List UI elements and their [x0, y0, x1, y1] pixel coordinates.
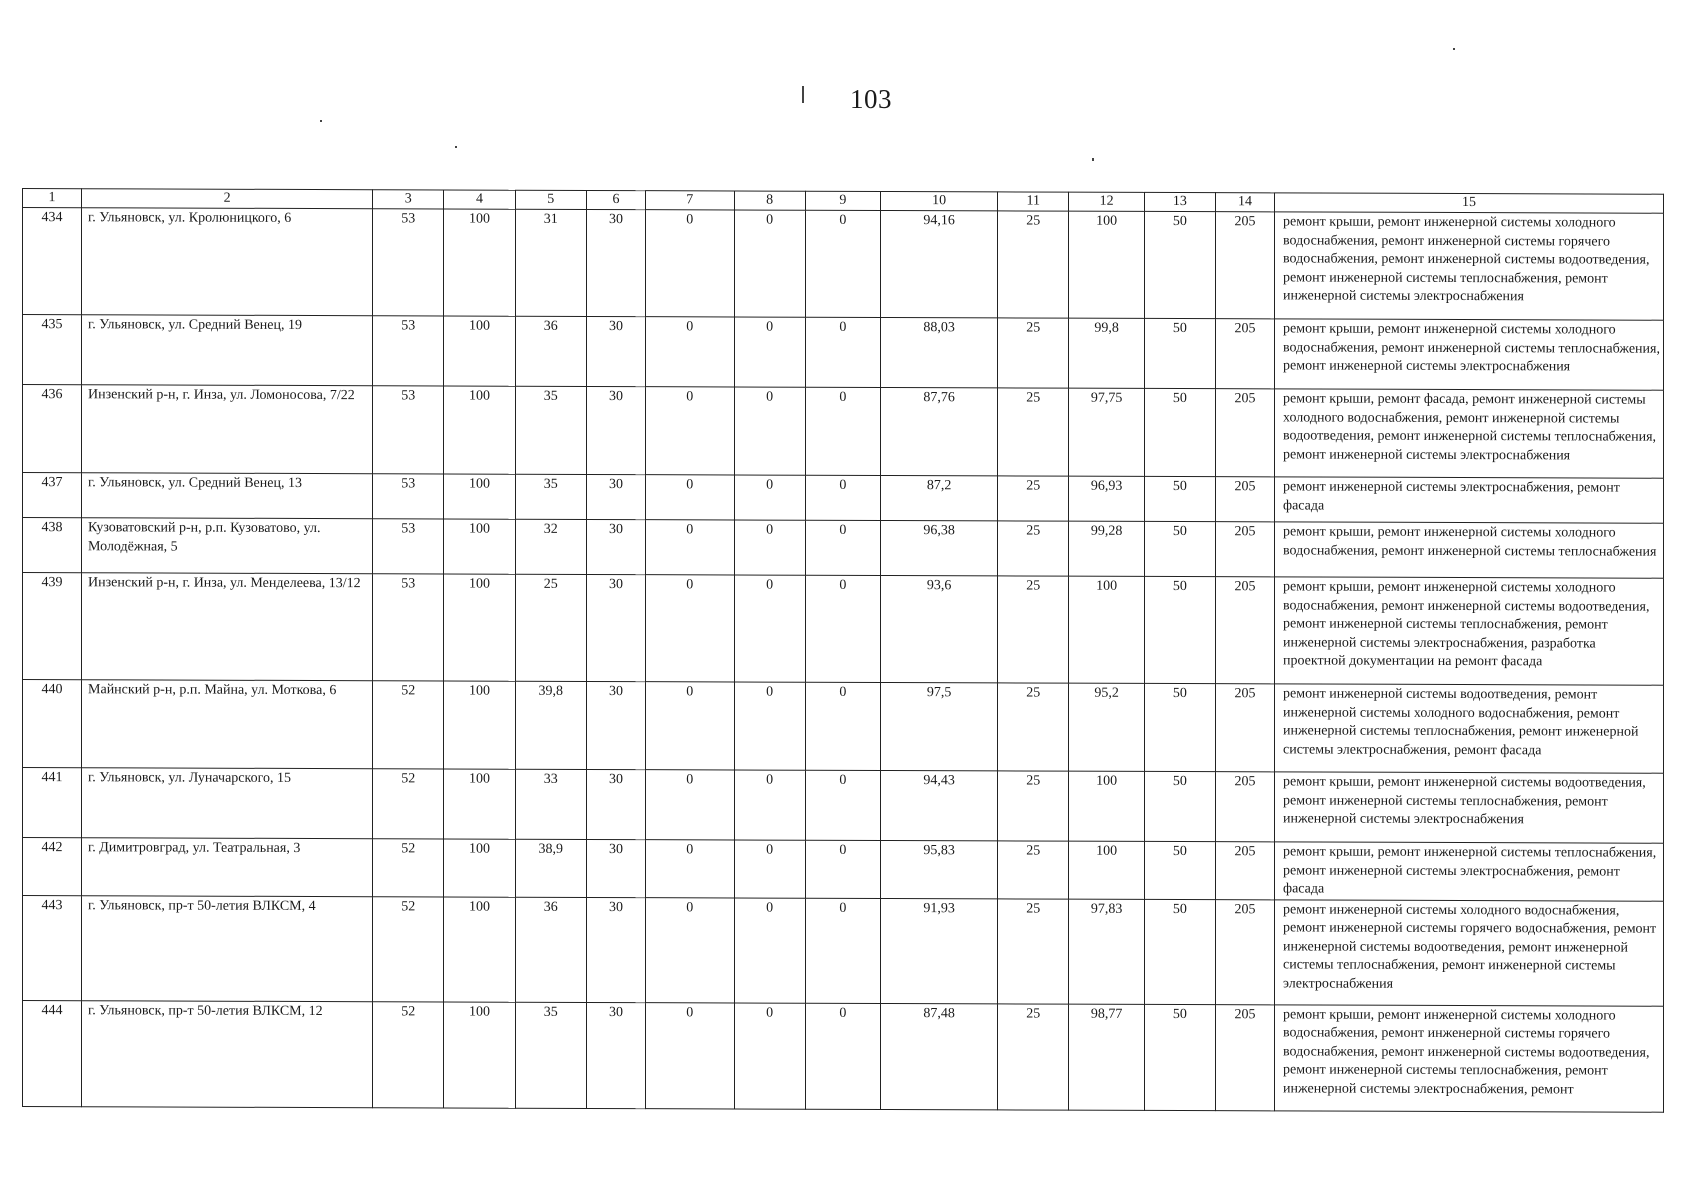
cell-value: 0: [805, 1003, 880, 1109]
cell-address: г. Ульяновск, ул. Средний Венец, 13: [82, 473, 373, 519]
cell-value: 0: [645, 682, 734, 770]
cell-value: 205: [1215, 389, 1274, 477]
repair-table: [22, 188, 1664, 1112]
column-header: 11: [998, 192, 1069, 211]
cell-row-number: 441: [23, 768, 82, 838]
cell-value: 25: [998, 211, 1069, 318]
cell-value: 35: [515, 474, 586, 519]
cell-value: 0: [645, 317, 734, 387]
cell-value: 50: [1144, 521, 1215, 576]
cell-value: 205: [1215, 477, 1274, 522]
cell-value: 100: [444, 574, 515, 681]
cell-value: 0: [805, 575, 880, 682]
cell-row-number: 436: [23, 385, 82, 473]
cell-value: 0: [734, 840, 805, 898]
cell-works: ремонт крыши, ремонт инженерной системы холодного водоснабжения, ремонт инженерной системы теплоснабжения: [1275, 522, 1664, 578]
cell-value: 25: [998, 841, 1069, 899]
table-row: [23, 385, 1664, 479]
cell-value: 97,5: [881, 682, 998, 770]
cell-value: 0: [805, 210, 880, 317]
cell-value: 25: [998, 898, 1069, 1003]
cell-value: 0: [805, 898, 880, 1003]
column-header: 15: [1275, 193, 1664, 213]
cell-value: 0: [734, 210, 805, 317]
cell-value: 52: [373, 769, 444, 839]
column-header: 4: [444, 190, 515, 209]
table-row: [23, 518, 1664, 579]
cell-value: 205: [1215, 212, 1274, 319]
cell-value: 99,8: [1069, 318, 1144, 388]
cell-value: 52: [373, 896, 444, 1001]
cell-row-number: 442: [23, 838, 82, 896]
cell-value: 35: [515, 386, 586, 474]
cell-value: 50: [1144, 1004, 1215, 1110]
cell-value: 100: [444, 769, 515, 839]
cell-row-number: 435: [23, 315, 82, 385]
column-header: 5: [515, 190, 586, 209]
cell-value: 0: [645, 475, 734, 520]
cell-value: 100: [1069, 576, 1144, 683]
cell-address: г. Ульяновск, ул. Луначарского, 15: [82, 768, 373, 839]
column-header: 14: [1215, 193, 1274, 212]
cell-value: 31: [515, 209, 586, 316]
cell-value: 0: [645, 520, 734, 575]
cell-value: 100: [1069, 211, 1144, 318]
cell-value: 0: [734, 770, 805, 840]
cell-value: 100: [1069, 771, 1144, 841]
cell-value: 25: [998, 771, 1069, 841]
cell-value: 0: [734, 317, 805, 387]
cell-value: 100: [444, 839, 515, 897]
cell-value: 0: [805, 840, 880, 898]
cell-value: 53: [373, 474, 444, 519]
cell-row-number: 443: [23, 895, 82, 1000]
cell-value: 100: [444, 474, 515, 519]
cell-value: 30: [586, 316, 645, 386]
cell-address: г. Ульяновск, ул. Кролюницкого, 6: [82, 208, 373, 316]
cell-value: 0: [734, 575, 805, 682]
cell-value: 53: [373, 574, 444, 681]
table-row: [23, 768, 1664, 844]
cell-value: 94,43: [881, 770, 998, 840]
cell-works: ремонт инженерной системы электроснабжения, ремонт фасада: [1275, 477, 1664, 523]
column-header: 10: [881, 191, 998, 210]
cell-address: г. Ульяновск, ул. Средний Венец, 19: [82, 315, 373, 386]
cell-value: 96,93: [1069, 476, 1144, 521]
cell-value: 205: [1215, 1004, 1274, 1110]
cell-value: 30: [586, 519, 645, 574]
cell-value: 94,16: [881, 210, 998, 317]
cell-value: 50: [1144, 576, 1215, 683]
cell-value: 30: [586, 209, 645, 316]
cell-value: 100: [444, 209, 515, 316]
cell-value: 50: [1144, 899, 1215, 1004]
cell-value: 53: [373, 519, 444, 574]
cell-value: 53: [373, 386, 444, 474]
cell-value: 100: [444, 519, 515, 574]
cell-value: 0: [805, 475, 880, 520]
cell-value: 88,03: [881, 317, 998, 387]
cell-value: 0: [734, 1002, 805, 1108]
cell-value: 25: [998, 388, 1069, 476]
cell-value: 38,9: [515, 839, 586, 897]
cell-value: 0: [805, 682, 880, 770]
cell-works: ремонт инженерной системы холодного водоснабжения, ремонт инженерной системы горячего водоснабжения, ремонт инженерной системы водоотведения, ремонт инженерной системы теплоснабжения, ремонт инженерной системы электроснабжения: [1275, 899, 1664, 1005]
cell-row-number: 438: [23, 518, 82, 573]
cell-address: Инзенский р-н, г. Инза, ул. Ломоносова, 7/22: [82, 385, 373, 474]
page-number: 103: [850, 84, 892, 114]
cell-value: 100: [444, 316, 515, 386]
table-row: [23, 680, 1664, 774]
cell-value: 25: [998, 683, 1069, 771]
cell-value: 50: [1144, 771, 1215, 841]
cell-value: 50: [1144, 683, 1215, 771]
cell-value: 205: [1215, 842, 1274, 900]
cell-value: 0: [645, 575, 734, 682]
cell-works: ремонт инженерной системы водоотведения, ремонт инженерной системы холодного водоснабжения, ремонт инженерной системы теплоснабжения, ремонт инженерной системы электроснабжения, ремонт фасада: [1275, 684, 1664, 773]
cell-value: 50: [1144, 476, 1215, 521]
cell-value: 93,6: [881, 575, 998, 682]
scan-mark: [1092, 158, 1094, 161]
cell-row-number: 439: [23, 573, 82, 680]
cell-value: 95,83: [881, 840, 998, 898]
cell-value: 25: [515, 574, 586, 681]
cell-value: 53: [373, 316, 444, 386]
cell-works: ремонт крыши, ремонт инженерной системы холодного водоснабжения, ремонт инженерной системы водоотведения, ремонт инженерной системы теплоснабжения, ремонт инженерной системы электроснабжения, разработка проектной документации на ремонт фасада: [1275, 577, 1664, 685]
cell-row-number: 437: [23, 473, 82, 518]
cell-value: 30: [586, 839, 645, 897]
cell-value: 30: [586, 386, 645, 474]
cell-address: г. Ульяновск, пр-т 50-летия ВЛКСМ, 12: [82, 1000, 373, 1107]
cell-value: 25: [998, 476, 1069, 521]
cell-works: ремонт крыши, ремонт инженерной системы водоотведения, ремонт инженерной системы теплоснабжения, ремонт инженерной системы электроснабжения: [1275, 772, 1664, 843]
cell-value: 205: [1215, 577, 1274, 684]
scan-mark: [1453, 48, 1455, 50]
cell-value: 52: [373, 1001, 444, 1107]
cell-value: 0: [734, 682, 805, 770]
column-header: 8: [734, 191, 805, 210]
cell-row-number: 444: [23, 1000, 82, 1106]
cell-value: 25: [998, 318, 1069, 388]
cell-value: 52: [373, 839, 444, 897]
cell-address: Кузоватовский р-н, р.п. Кузоватово, ул. Молодёжная, 5: [82, 518, 373, 574]
scan-mark: [320, 120, 322, 122]
cell-value: 0: [734, 897, 805, 1002]
table-row: [23, 208, 1664, 321]
cell-value: 97,83: [1069, 899, 1144, 1004]
cell-value: 0: [805, 520, 880, 575]
cell-value: 87,48: [881, 1003, 998, 1109]
cell-value: 0: [734, 520, 805, 575]
cell-value: 36: [515, 316, 586, 386]
cell-value: 50: [1144, 211, 1215, 318]
cell-value: 39,8: [515, 681, 586, 769]
cell-value: 100: [444, 1001, 515, 1107]
table-row: [23, 838, 1664, 901]
cell-value: 50: [1144, 841, 1215, 899]
cell-value: 0: [734, 475, 805, 520]
cell-value: 99,28: [1069, 521, 1144, 576]
cell-value: 30: [586, 1002, 645, 1108]
cell-row-number: 434: [23, 208, 82, 315]
cell-value: 30: [586, 474, 645, 519]
column-header: 12: [1069, 192, 1144, 211]
cell-value: 0: [805, 387, 880, 475]
cell-address: Инзенский р-н, г. Инза, ул. Менделеева, 13/12: [82, 573, 373, 681]
column-header: 7: [645, 191, 734, 210]
cell-value: 50: [1144, 388, 1215, 476]
cell-value: 35: [515, 1002, 586, 1108]
cell-value: 91,93: [881, 898, 998, 1003]
cell-works: ремонт крыши, ремонт инженерной системы холодного водоснабжения, ремонт инженерной системы горячего водоснабжения, ремонт инженерной системы водоотведения, ремонт инженерной системы теплоснабжения, ремонт инженерной системы электроснабжения: [1275, 212, 1664, 320]
cell-value: 53: [373, 209, 444, 316]
column-header: 1: [23, 189, 82, 208]
scan-mark: [455, 146, 457, 148]
table-row: [23, 573, 1664, 686]
cell-value: 96,38: [881, 520, 998, 575]
cell-value: 52: [373, 681, 444, 769]
scan-mark: [802, 86, 804, 103]
cell-value: 30: [586, 574, 645, 681]
table-row: [23, 895, 1664, 1006]
cell-value: 36: [515, 897, 586, 1002]
cell-value: 0: [805, 770, 880, 840]
column-header: 6: [586, 190, 645, 209]
column-header: 9: [805, 191, 880, 210]
cell-value: 205: [1215, 319, 1274, 389]
cell-works: ремонт крыши, ремонт инженерной системы холодного водоснабжения, ремонт инженерной системы теплоснабжения, ремонт инженерной системы электроснабжения: [1275, 319, 1664, 390]
cell-value: 0: [645, 210, 734, 317]
cell-value: 98,77: [1069, 1004, 1144, 1110]
cell-value: 97,75: [1069, 388, 1144, 476]
cell-value: 205: [1215, 772, 1274, 842]
cell-row-number: 440: [23, 680, 82, 768]
cell-value: 30: [586, 681, 645, 769]
cell-value: 205: [1215, 522, 1274, 577]
cell-value: 50: [1144, 318, 1215, 388]
cell-value: 25: [998, 1003, 1069, 1109]
cell-address: Майнский р-н, р.п. Майна, ул. Моткова, 6: [82, 680, 373, 769]
cell-works: ремонт крыши, ремонт инженерной системы холодного водоснабжения, ремонт инженерной системы горячего водоснабжения, ремонт инженерной системы водоотведения, ремонт инженерной системы теплоснабжения, ремонт инженерной системы электроснабжения, ремонт: [1275, 1004, 1664, 1111]
cell-value: 100: [444, 896, 515, 1001]
cell-value: 25: [998, 576, 1069, 683]
cell-value: 87,76: [881, 387, 998, 475]
cell-address: г. Димитровград, ул. Театральная, 3: [82, 838, 373, 897]
cell-works: ремонт крыши, ремонт инженерной системы теплоснабжения, ремонт инженерной системы электроснабжения, ремонт фасада: [1275, 842, 1664, 901]
cell-value: 205: [1215, 899, 1274, 1004]
cell-value: 0: [645, 1002, 734, 1108]
column-header: 2: [82, 189, 373, 209]
cell-value: 100: [444, 386, 515, 474]
cell-value: 205: [1215, 684, 1274, 772]
cell-works: ремонт крыши, ремонт фасада, ремонт инженерной системы холодного водоснабжения, ремонт инженерной системы водоотведения, ремонт инженерной системы теплоснабжения, ремонт инженерной системы электроснабжения: [1275, 389, 1664, 478]
table-row: [23, 315, 1664, 391]
cell-value: 87,2: [881, 475, 998, 520]
cell-value: 33: [515, 769, 586, 839]
repair-table-container: [22, 188, 1664, 1112]
cell-value: 0: [734, 387, 805, 475]
cell-value: 0: [645, 840, 734, 898]
cell-value: 0: [645, 897, 734, 1002]
column-header: 13: [1144, 192, 1215, 211]
table-row: [23, 1000, 1664, 1112]
cell-value: 30: [586, 769, 645, 839]
column-header: 3: [373, 190, 444, 209]
cell-value: 0: [645, 770, 734, 840]
cell-value: 25: [998, 521, 1069, 576]
cell-value: 95,2: [1069, 683, 1144, 771]
cell-value: 100: [1069, 841, 1144, 899]
cell-value: 32: [515, 519, 586, 574]
cell-value: 100: [444, 681, 515, 769]
cell-value: 0: [805, 317, 880, 387]
cell-value: 0: [645, 387, 734, 475]
cell-address: г. Ульяновск, пр-т 50-летия ВЛКСМ, 4: [82, 895, 373, 1001]
table-row: [23, 473, 1664, 524]
cell-value: 30: [586, 897, 645, 1002]
